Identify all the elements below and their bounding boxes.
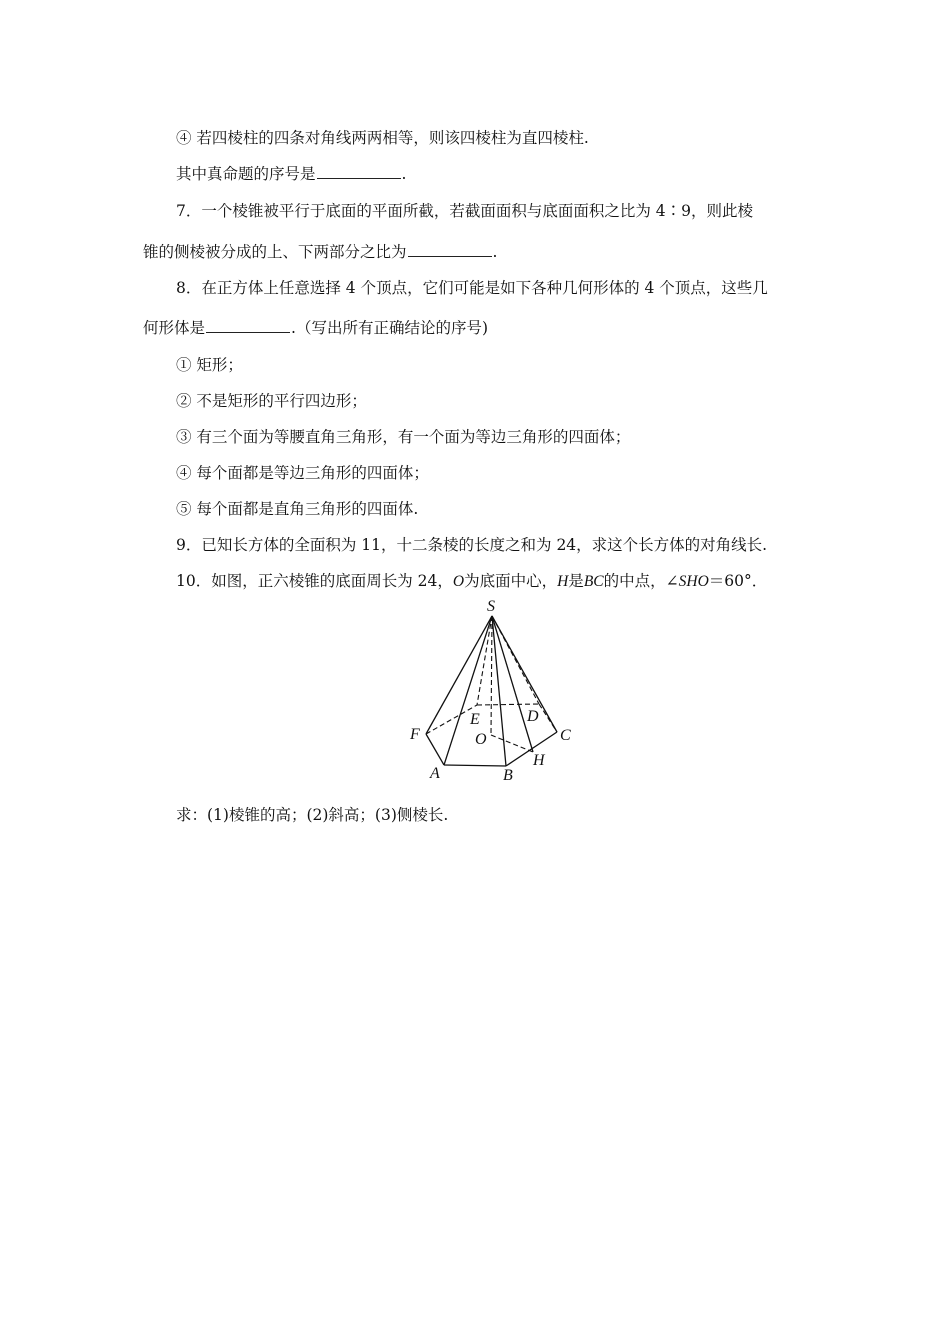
- q10-text-2: 为底面中心，: [464, 572, 558, 590]
- label-b: B: [503, 767, 513, 784]
- q7-answer-blank[interactable]: [408, 242, 492, 257]
- question-10: [176, 571, 767, 592]
- q10-text-5: ＝60°．: [708, 572, 768, 590]
- q10-var-h: H: [557, 573, 569, 590]
- option-3: ③ 有三个面为等腰直角三角形，有一个面为等边三角形的四面体；: [176, 428, 631, 446]
- edge-dc: [539, 704, 557, 732]
- label-e: E: [470, 711, 480, 728]
- q10-var-o: O: [452, 573, 465, 590]
- q7-text: 锥的侧棱被分成的上、下两部分之比为: [143, 243, 407, 261]
- q8-note: .（写出所有正确结论的序号): [291, 319, 488, 337]
- question-7-line-1: 7．一个棱锥被平行于底面的平面所截，若截面面积与底面面积之比为 4∶9，则此棱: [176, 202, 754, 220]
- q10-text-1: 10．如图，正六棱锥的底面周长为 24，: [176, 572, 453, 590]
- q10-text-4: 的中点，∠: [603, 572, 679, 590]
- label-d: D: [527, 708, 539, 725]
- edge-ed: [477, 704, 539, 705]
- edge-ab: [444, 765, 506, 766]
- proposition-4: ④ 若四棱柱的四条对角线两两相等，则该四棱柱为直四棱柱.: [176, 129, 589, 147]
- label-c: C: [560, 727, 571, 744]
- label-h: H: [533, 752, 545, 769]
- question-7-line-2: [143, 242, 497, 262]
- q10-text-3: 是: [568, 572, 584, 590]
- label-o: O: [475, 731, 487, 748]
- option-4: ④ 每个面都是等边三角形的四面体；: [176, 464, 429, 482]
- label-f: F: [410, 726, 420, 743]
- option-1: ① 矩形；: [176, 356, 243, 374]
- label-s: S: [487, 598, 495, 615]
- q8-answer-blank[interactable]: [206, 318, 290, 333]
- q6-text: 其中真命题的序号是: [176, 165, 316, 183]
- question-8-line-2: [143, 318, 488, 338]
- question-8-line-1: 8．在正方体上任意选择 4 个顶点，它们可能是如下各种几何形体的 4 个顶点，这些几: [176, 279, 768, 297]
- hidden-edges: [426, 616, 557, 752]
- q7-period: .: [492, 243, 498, 261]
- question-6-answer-line: [176, 164, 406, 184]
- q10-var-bc: BC: [583, 573, 604, 590]
- hexagonal-pyramid-figure: [400, 596, 590, 796]
- question-10-ask: 求：(1)棱锥的高；(2)斜高；(3)侧棱长.: [176, 806, 449, 824]
- q6-period: .: [401, 165, 407, 183]
- edge-fa: [426, 734, 444, 765]
- q6-answer-blank[interactable]: [317, 164, 401, 179]
- option-5: ⑤ 每个面都是直角三角形的四面体.: [176, 500, 419, 518]
- q10-var-sho: SHO: [678, 573, 709, 590]
- segment-so: [491, 616, 492, 735]
- segment-oh: [491, 735, 533, 752]
- option-2: ② 不是矩形的平行四边形；: [176, 392, 367, 410]
- question-9: 9．已知长方体的全面积为 11，十二条棱的长度之和为 24，求这个长方体的对角线长.: [176, 536, 768, 554]
- q8-text: 何形体是: [143, 319, 206, 337]
- label-a: A: [430, 765, 440, 782]
